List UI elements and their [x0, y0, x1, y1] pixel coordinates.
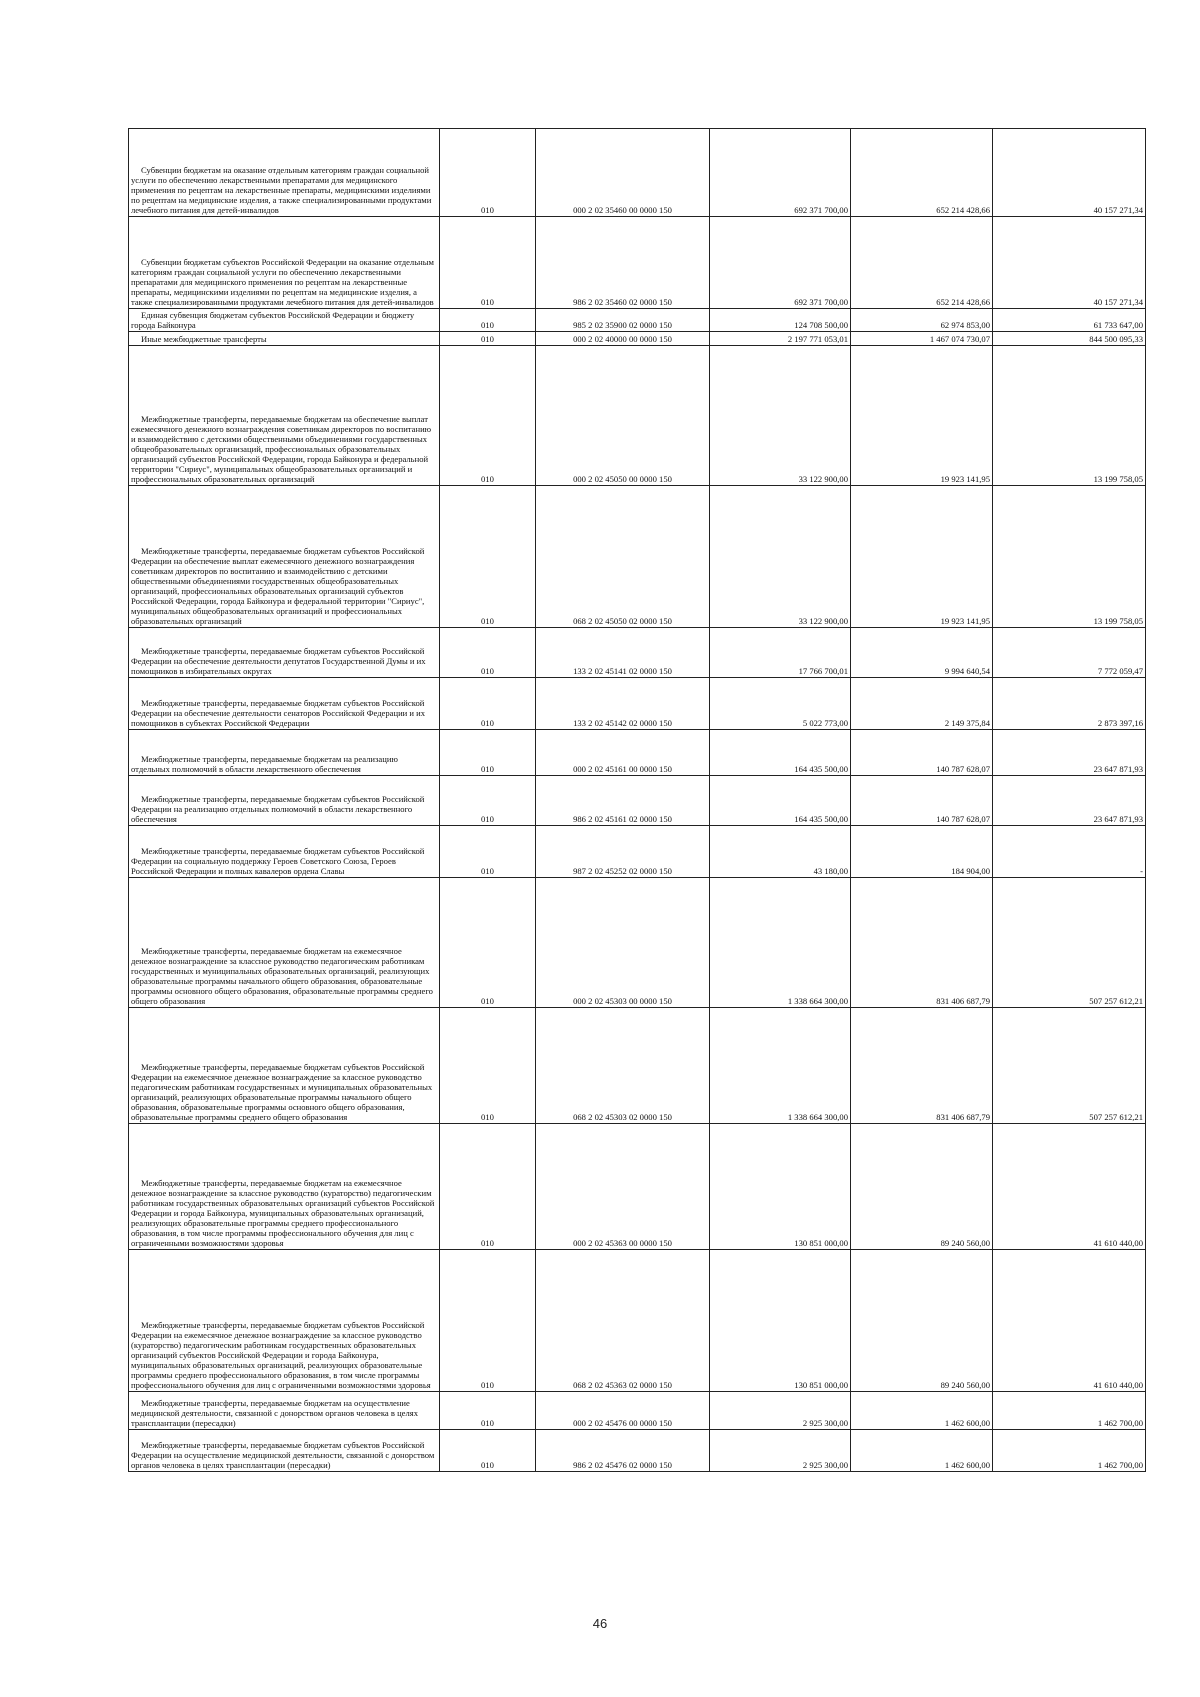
income-classification-code-cell: 068 2 02 45303 02 0000 150: [536, 1008, 710, 1124]
approved-amount-cell: 164 435 500,00: [710, 730, 851, 776]
indicator-name: Межбюджетные трансферты, передаваемые бюджетам на ежемесячное денежное вознаграждение за классное руководство педагогическим работникам государственных и муниципальных образовательных организаций, реализующих образовательные программы начального общего образования, образовательные программы основного общего образования, образовательные программы среднего общего образования: [131, 945, 433, 1007]
table-row: [129, 730, 1146, 776]
line-code-cell: 010: [440, 678, 536, 730]
indicator-name-cell: [129, 486, 440, 628]
executed-amount-cell: 184 904,00: [851, 826, 993, 878]
executed-amount-cell: 831 406 687,79: [851, 1008, 993, 1124]
income-classification-code-cell: 000 2 02 45050 00 0000 150: [536, 346, 710, 486]
executed-amount-cell: 19 923 141,95: [851, 486, 993, 628]
approved-amount-cell: 124 708 500,00: [710, 309, 851, 332]
indicator-name-cell: [129, 1008, 440, 1124]
table-row: [129, 486, 1146, 628]
income-classification-code-cell: 000 2 02 45476 00 0000 150: [536, 1392, 710, 1430]
table-row: [129, 129, 1146, 217]
line-code-cell: 010: [440, 309, 536, 332]
approved-amount-cell: 2 925 300,00: [710, 1430, 851, 1472]
line-code-cell: 010: [440, 486, 536, 628]
executed-amount-cell: 19 923 141,95: [851, 346, 993, 486]
unexecuted-amount-cell: -: [993, 826, 1146, 878]
line-code-cell: 010: [440, 776, 536, 826]
approved-amount-cell: 2 197 771 053,01: [710, 332, 851, 346]
indicator-name-cell: [129, 678, 440, 730]
table-body: [129, 129, 1146, 1472]
line-code-cell: 010: [440, 129, 536, 217]
line-code-cell: 010: [440, 1430, 536, 1472]
approved-amount-cell: 33 122 900,00: [710, 486, 851, 628]
approved-amount-cell: 1 338 664 300,00: [710, 878, 851, 1008]
approved-amount-cell: 1 338 664 300,00: [710, 1008, 851, 1124]
unexecuted-amount-cell: 41 610 440,00: [993, 1250, 1146, 1392]
indicator-name: Межбюджетные трансферты, передаваемые бюджетам на осуществление медицинской деятельности, связанной с донорством органов человека в целях трансплантации (пересадки): [131, 1397, 419, 1429]
indicator-name: Субвенции бюджетам на оказание отдельным категориям граждан социальной услуги по обеспечению лекарственными препаратами для медицинского применения по рецептам на лекарственные препараты, медицинскими изделиями по рецептам на медицинские изделия, а также специализированными продуктами лечебного питания для детей-инвалидов: [131, 164, 432, 215]
table-row: [129, 332, 1146, 346]
indicator-name: Межбюджетные трансферты, передаваемые бюджетам субъектов Российской Федерации на ежемесячное денежное вознаграждение за классное руководство педагогическим работникам государственных и муниципальных образовательных организаций, реализующих образовательные программы начального общего образования, образовательные программы основного общего образования, образовательные программы среднего общего образования: [131, 1061, 433, 1123]
approved-amount-cell: 33 122 900,00: [710, 346, 851, 486]
income-classification-code-cell: 133 2 02 45141 02 0000 150: [536, 628, 710, 678]
executed-amount-cell: 652 214 428,66: [851, 129, 993, 217]
income-classification-code-cell: 000 2 02 35460 00 0000 150: [536, 129, 710, 217]
executed-amount-cell: 62 974 853,00: [851, 309, 993, 332]
indicator-name-cell: [129, 129, 440, 217]
line-code-cell: 010: [440, 346, 536, 486]
table-row: [129, 678, 1146, 730]
indicator-name-cell: [129, 730, 440, 776]
executed-amount-cell: 652 214 428,66: [851, 217, 993, 309]
budget-revenue-table: [128, 128, 1146, 1472]
indicator-name: Межбюджетные трансферты, передаваемые бюджетам субъектов Российской Федерации на обеспечение деятельности депутатов Государственной Думы и их помощников в избирательных округах: [131, 645, 426, 677]
table-row: [129, 1430, 1146, 1472]
income-classification-code-cell: 000 2 02 45161 00 0000 150: [536, 730, 710, 776]
approved-amount-cell: 692 371 700,00: [710, 217, 851, 309]
table-row: [129, 1250, 1146, 1392]
indicator-name-cell: [129, 1392, 440, 1430]
unexecuted-amount-cell: 13 199 758,05: [993, 346, 1146, 486]
income-classification-code-cell: 068 2 02 45363 02 0000 150: [536, 1250, 710, 1392]
income-classification-code-cell: 133 2 02 45142 02 0000 150: [536, 678, 710, 730]
executed-amount-cell: 89 240 560,00: [851, 1250, 993, 1392]
table-row: [129, 878, 1146, 1008]
table-row: [129, 217, 1146, 309]
unexecuted-amount-cell: 7 772 059,47: [993, 628, 1146, 678]
approved-amount-cell: 130 851 000,00: [710, 1124, 851, 1250]
indicator-name: Единая субвенция бюджетам субъектов Российской Федерации и бюджету города Байконура: [131, 310, 415, 331]
executed-amount-cell: 1 467 074 730,07: [851, 332, 993, 346]
unexecuted-amount-cell: 13 199 758,05: [993, 486, 1146, 628]
indicator-name: Межбюджетные трансферты, передаваемые бюджетам субъектов Российской Федерации на реализацию отдельных полномочий в области лекарственного обеспечения: [131, 793, 425, 825]
unexecuted-amount-cell: 2 873 397,16: [993, 678, 1146, 730]
executed-amount-cell: 1 462 600,00: [851, 1392, 993, 1430]
table-row: [129, 309, 1146, 332]
executed-amount-cell: 1 462 600,00: [851, 1430, 993, 1472]
executed-amount-cell: 831 406 687,79: [851, 878, 993, 1008]
indicator-name-cell: [129, 628, 440, 678]
income-classification-code-cell: 987 2 02 45252 02 0000 150: [536, 826, 710, 878]
unexecuted-amount-cell: 23 647 871,93: [993, 776, 1146, 826]
indicator-name-cell: [129, 217, 440, 309]
unexecuted-amount-cell: 1 462 700,00: [993, 1392, 1146, 1430]
indicator-name-cell: [129, 1430, 440, 1472]
line-code-cell: 010: [440, 878, 536, 1008]
line-code-cell: 010: [440, 1250, 536, 1392]
unexecuted-amount-cell: 844 500 095,33: [993, 332, 1146, 346]
indicator-name-cell: [129, 826, 440, 878]
indicator-name: Межбюджетные трансферты, передаваемые бюджетам субъектов Российской Федерации на ежемесячное денежное вознаграждение за классное руководство (кураторство) педагогическим работникам государственных образовательных организаций субъектов Российской Федерации и города Байконура, муниципальных образовательных организаций, реализующих образовательные программы среднего профессионального образования, в том числе программы профессионального обучения для лиц с ограниченными возможностями здоровья: [131, 1319, 431, 1391]
indicator-name-cell: [129, 309, 440, 332]
income-classification-code-cell: 068 2 02 45050 02 0000 150: [536, 486, 710, 628]
line-code-cell: 010: [440, 217, 536, 309]
line-code-cell: 010: [440, 1124, 536, 1250]
table-row: [129, 776, 1146, 826]
approved-amount-cell: 692 371 700,00: [710, 129, 851, 217]
income-classification-code-cell: 986 2 02 45161 02 0000 150: [536, 776, 710, 826]
line-code-cell: 010: [440, 826, 536, 878]
indicator-name-cell: [129, 878, 440, 1008]
unexecuted-amount-cell: 40 157 271,34: [993, 129, 1146, 217]
line-code-cell: 010: [440, 628, 536, 678]
page-number: 46: [592, 1616, 608, 1631]
approved-amount-cell: 130 851 000,00: [710, 1250, 851, 1392]
unexecuted-amount-cell: 1 462 700,00: [993, 1430, 1146, 1472]
table-row: [129, 1008, 1146, 1124]
unexecuted-amount-cell: 23 647 871,93: [993, 730, 1146, 776]
line-code-cell: 010: [440, 1008, 536, 1124]
indicator-name: Субвенции бюджетам субъектов Российской Федерации на оказание отдельным категориям граждан социальной услуги по обеспечению лекарственными препаратами для медицинского применения по рецептам на лекарственные препараты, медицинскими изделиями по рецептам на медицинские изделия, а также специализированными продуктами лечебного питания для детей-инвалидов: [131, 256, 434, 307]
indicator-name-cell: [129, 346, 440, 486]
unexecuted-amount-cell: 40 157 271,34: [993, 217, 1146, 309]
indicator-name: Межбюджетные трансферты, передаваемые бюджетам субъектов Российской Федерации на обеспечение деятельности сенаторов Российской Федерации и их помощников в субъектах Российской Федерации: [131, 697, 426, 729]
approved-amount-cell: 5 022 773,00: [710, 678, 851, 730]
indicator-name: Иные межбюджетные трансферты: [141, 334, 267, 345]
approved-amount-cell: 17 766 700,01: [710, 628, 851, 678]
approved-amount-cell: 43 180,00: [710, 826, 851, 878]
indicator-name: Межбюджетные трансферты, передаваемые бюджетам субъектов Российской Федерации на социальную поддержку Героев Советского Союза, Героев Российской Федерации и полных кавалеров ордена Славы: [131, 845, 425, 877]
indicator-name: Межбюджетные трансферты, передаваемые бюджетам на обеспечение выплат ежемесячного денежного вознаграждения советникам директоров по воспитанию и взаимодействию с детскими общественными объединениями государственных общеобразовательных организаций, профессиональных образовательных организаций субъектов Российской Федерации, города Байконура и федеральной территории "Сириус", муниципальных общеобразовательных организаций и профессиональных образовательных организаций: [131, 413, 432, 485]
executed-amount-cell: 140 787 628,07: [851, 776, 993, 826]
line-code-cell: 010: [440, 1392, 536, 1430]
income-classification-code-cell: 000 2 02 45303 00 0000 150: [536, 878, 710, 1008]
indicator-name-cell: [129, 1250, 440, 1392]
income-classification-code-cell: 000 2 02 40000 00 0000 150: [536, 332, 710, 346]
indicator-name: Межбюджетные трансферты, передаваемые бюджетам субъектов Российской Федерации на обеспечение выплат ежемесячного денежного вознаграждения советникам директоров по воспитанию и взаимодействию с детскими общественными объединениями государственных общеобразовательных организаций, профессиональных образовательных организаций субъектов Российской Федерации, города Байконура и федеральной территории "Сириус", муниципальных общеобразовательных организаций и профессиональных образовательных организаций: [131, 545, 425, 627]
executed-amount-cell: 140 787 628,07: [851, 730, 993, 776]
unexecuted-amount-cell: 41 610 440,00: [993, 1124, 1146, 1250]
table-row: [129, 628, 1146, 678]
table-row: [129, 1124, 1146, 1250]
unexecuted-amount-cell: 507 257 612,21: [993, 878, 1146, 1008]
table-row: [129, 1392, 1146, 1430]
table-row: [129, 346, 1146, 486]
unexecuted-amount-cell: 507 257 612,21: [993, 1008, 1146, 1124]
income-classification-code-cell: 985 2 02 35900 02 0000 150: [536, 309, 710, 332]
income-classification-code-cell: 986 2 02 35460 02 0000 150: [536, 217, 710, 309]
indicator-name-cell: [129, 1124, 440, 1250]
indicator-name-cell: [129, 776, 440, 826]
approved-amount-cell: 164 435 500,00: [710, 776, 851, 826]
budget-report-page: [128, 128, 1145, 1472]
unexecuted-amount-cell: 61 733 647,00: [993, 309, 1146, 332]
executed-amount-cell: 2 149 375,84: [851, 678, 993, 730]
indicator-name: Межбюджетные трансферты, передаваемые бюджетам на ежемесячное денежное вознаграждение за классное руководство (кураторство) педагогическим работникам государственных образовательных организаций субъектов Российской Федерации и города Байконура, муниципальных образовательных организаций, реализующих образовательные программы среднего профессионального образования, в том числе программы профессионального обучения для лиц с ограниченными возможностями здоровья: [131, 1177, 435, 1249]
income-classification-code-cell: 000 2 02 45363 00 0000 150: [536, 1124, 710, 1250]
line-code-cell: 010: [440, 730, 536, 776]
line-code-cell: 010: [440, 332, 536, 346]
approved-amount-cell: 2 925 300,00: [710, 1392, 851, 1430]
income-classification-code-cell: 986 2 02 45476 02 0000 150: [536, 1430, 710, 1472]
indicator-name: Межбюджетные трансферты, передаваемые бюджетам субъектов Российской Федерации на осуществление медицинской деятельности, связанной с донорством органов человека в целях трансплантации (пересадки): [131, 1439, 435, 1471]
indicator-name-cell: [129, 332, 440, 346]
executed-amount-cell: 89 240 560,00: [851, 1124, 993, 1250]
table-row: [129, 826, 1146, 878]
executed-amount-cell: 9 994 640,54: [851, 628, 993, 678]
indicator-name: Межбюджетные трансферты, передаваемые бюджетам на реализацию отдельных полномочий в области лекарственного обеспечения: [131, 754, 398, 775]
